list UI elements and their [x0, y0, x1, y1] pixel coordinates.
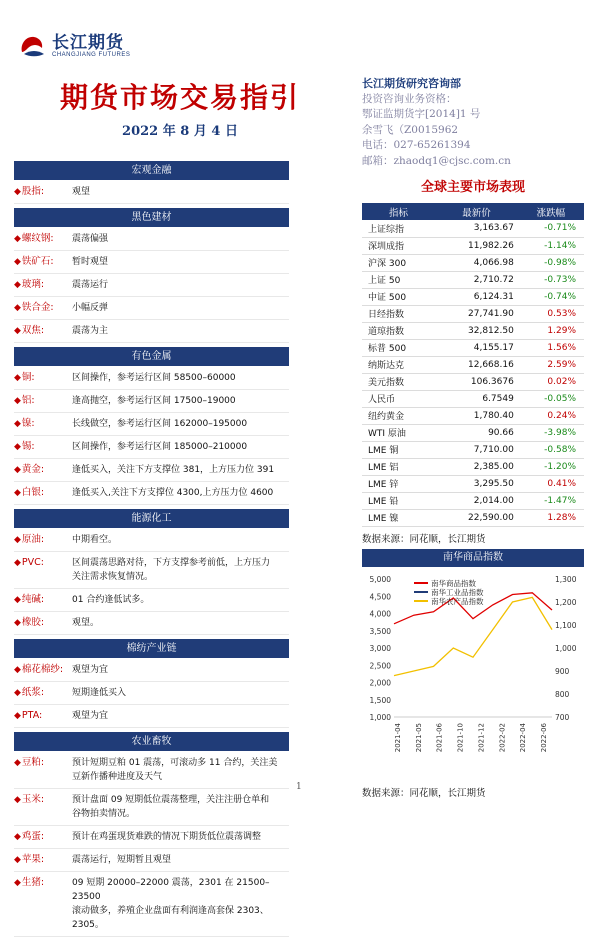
guidance-row	[14, 826, 289, 849]
y-right-tick-label: 900	[555, 666, 570, 676]
company-logo	[16, 30, 130, 62]
diamond-bullet-icon: ◆	[14, 878, 21, 888]
index-name: 上证综指	[362, 220, 435, 237]
guidance-row	[14, 320, 289, 343]
change-percent: 0.53%	[518, 305, 584, 322]
commodity-view: 逢低买入，关注下方支撑位 381，上方压力位 391	[72, 465, 275, 475]
guidance-row	[14, 459, 289, 482]
table-row	[362, 356, 584, 373]
contact-org: 长江期货研究咨询部	[362, 77, 461, 90]
guidance-row	[14, 872, 289, 937]
guidance-row	[14, 659, 289, 682]
commodity-label	[14, 533, 72, 547]
commodity-name: 玻璃:	[21, 279, 45, 290]
latest-price: 32,812.50	[435, 322, 518, 339]
guidance-row	[14, 552, 289, 589]
diamond-bullet-icon: ◆	[14, 688, 21, 698]
commodity-name: 生猪:	[21, 877, 45, 888]
commodity-view: 预计盘面 09 短期低位震荡整理，关注注册仓单和 谷物拍卖情况。	[72, 795, 270, 819]
y-right-tick-label: 1,000	[555, 643, 577, 653]
diamond-bullet-icon: ◆	[14, 618, 21, 628]
diamond-bullet-icon: ◆	[14, 465, 21, 475]
change-percent: 2.59%	[518, 356, 584, 373]
index-name: LME 镍	[362, 509, 435, 526]
commodity-name: 纯碱:	[21, 594, 45, 605]
commodity-view: 区间震荡思路对待，下方支撑参考前低，上方压力 关注需求恢复情况。	[72, 558, 271, 582]
commodity-label	[14, 876, 72, 932]
commodity-name: 螺纹钢:	[21, 233, 54, 244]
y-right-tick-label: 1,300	[555, 574, 577, 584]
commodity-view: 震荡运行，短期暂且观望	[72, 855, 172, 865]
guidance-row	[14, 436, 289, 459]
table-row	[362, 322, 584, 339]
diamond-bullet-icon: ◆	[14, 442, 21, 452]
guidance-row	[14, 849, 289, 872]
guidance-row	[14, 612, 289, 635]
y-left-tick-label: 4,500	[369, 591, 391, 601]
diamond-bullet-icon: ◆	[14, 234, 21, 244]
commodity-view: 区间操作，参考运行区间 185000–210000	[72, 442, 248, 452]
y-left-tick-label: 2,500	[369, 660, 391, 670]
latest-price: 1,780.40	[435, 407, 518, 424]
diamond-bullet-icon: ◆	[14, 488, 21, 498]
commodity-view: 中期看空。	[72, 535, 118, 545]
diamond-bullet-icon: ◆	[14, 280, 21, 290]
commodity-name: 原油:	[21, 534, 45, 545]
commodity-name: 股指:	[21, 186, 45, 197]
commodity-label	[14, 278, 72, 292]
y-left-tick-label: 1,000	[369, 712, 391, 722]
commodity-label	[14, 686, 72, 700]
change-percent: 1.29%	[518, 322, 584, 339]
market-table	[362, 203, 584, 527]
guidance-row	[14, 228, 289, 251]
contact-line: 余雪飞（Z0015962	[362, 123, 459, 136]
change-percent: 0.02%	[518, 373, 584, 390]
commodity-name: 锡:	[21, 441, 35, 452]
commodity-name: PVC:	[21, 557, 44, 568]
commodity-label	[14, 830, 72, 844]
commodity-view: 区间操作，参考运行区间 58500–60000	[72, 373, 236, 383]
section-header: 能源化工	[14, 509, 289, 528]
commodity-name: 双焦:	[21, 325, 45, 336]
commodity-view: 01 合约逢低试多。	[72, 595, 150, 605]
diamond-bullet-icon: ◆	[14, 795, 21, 805]
guidance-row	[14, 752, 289, 789]
index-name: 上证 50	[362, 271, 435, 288]
x-tick-label: 2022-06	[540, 722, 548, 752]
contact-email[interactable]: 邮箱：zhaodq1@cjsc.com.cn	[362, 154, 511, 167]
commodity-view: 预计在鸡蛋现货难跌的情况下期货低位震荡调整	[72, 832, 262, 842]
y-right-tick-label: 1,200	[555, 597, 577, 607]
commodity-label	[14, 853, 72, 867]
section-header: 宏观金融	[14, 161, 289, 180]
y-left-tick-label: 2,000	[369, 678, 391, 687]
commodity-view: 小幅反弹	[72, 303, 109, 313]
commodity-view: 观望	[72, 187, 91, 197]
x-tick-label: 2021-12	[477, 722, 486, 752]
change-percent: -0.98%	[518, 254, 584, 271]
guidance-row	[14, 297, 289, 320]
commodity-name: 橡胶:	[21, 617, 45, 628]
commodity-name: 豆粕:	[21, 757, 45, 768]
chart-section-title: 南华商品指数	[362, 549, 584, 567]
x-tick-label: 2021-04	[394, 722, 402, 752]
table-row	[362, 271, 584, 288]
y-left-tick-label: 5,000	[369, 574, 391, 584]
commodity-view: 09 短期 20000–22000 震荡，2301 在 21500–23500 滚动做多，养殖企业盘面有利润逢高套保 2303、 2305。	[72, 878, 270, 930]
index-name: 美元指数	[362, 373, 435, 390]
section-header: 黑色建材	[14, 208, 289, 227]
table-row	[362, 492, 584, 509]
latest-price: 6.7549	[435, 390, 518, 407]
report-date: 2022 年 8 月 4 日	[122, 124, 238, 139]
column-header: 最新价	[435, 203, 518, 220]
table-source: 数据来源：同花顺，长江期货	[362, 533, 486, 545]
guidance-row	[14, 589, 289, 612]
diamond-bullet-icon: ◆	[14, 535, 21, 545]
guidance-row	[14, 367, 289, 390]
commodity-label	[14, 440, 72, 454]
index-name: 纳斯达克	[362, 356, 435, 373]
latest-price: 106.3676	[435, 373, 518, 390]
legend-label: 南华农产品指数	[431, 596, 484, 606]
y-left-tick-label: 1,500	[369, 695, 391, 705]
commodity-label	[14, 232, 72, 246]
commodity-label	[14, 255, 72, 269]
guidance-row	[14, 390, 289, 413]
x-tick-label: 2021-06	[435, 722, 444, 752]
commodity-label	[14, 394, 72, 408]
commodity-label	[14, 593, 72, 607]
page-number: 1	[296, 782, 302, 792]
dragon-logo-icon	[16, 30, 48, 62]
table-row	[362, 407, 584, 424]
index-name: 日经指数	[362, 305, 435, 322]
guidance-row	[14, 682, 289, 705]
nanhua-index-chart	[362, 567, 584, 777]
commodity-view: 震荡偏强	[72, 234, 109, 244]
diamond-bullet-icon: ◆	[14, 187, 21, 197]
latest-price: 90.66	[435, 424, 518, 441]
index-name: 道琼指数	[362, 322, 435, 339]
table-row	[362, 305, 584, 322]
change-percent: -1.20%	[518, 458, 584, 475]
guidance-row	[14, 181, 289, 204]
y-right-tick-label: 800	[555, 689, 570, 699]
latest-price: 2,014.00	[435, 492, 518, 509]
section-header: 棉纺产业链	[14, 639, 289, 658]
x-tick-label: 2022-02	[498, 722, 507, 752]
latest-price: 27,741.90	[435, 305, 518, 322]
index-name: LME 铝	[362, 458, 435, 475]
latest-price: 3,163.67	[435, 220, 518, 237]
commodity-label	[14, 556, 72, 584]
index-name: 深圳成指	[362, 237, 435, 254]
logo-text-en: CHANGJIANG FUTURES	[52, 52, 131, 58]
commodity-name: 棉花棉纱:	[21, 664, 64, 675]
index-name: 标普 500	[362, 339, 435, 356]
contact-line: 鄂证监期货字[2014]1 号	[362, 108, 481, 120]
index-name: 沪深 300	[362, 254, 435, 271]
chart-source: 数据来源：同花顺，长江期货	[362, 787, 486, 799]
diamond-bullet-icon: ◆	[14, 419, 21, 429]
commodity-label	[14, 756, 72, 784]
commodity-view: 预计短期豆粕 01 震荡，可滚动多 11 合约，关注美 豆新作播种进度及天气	[72, 758, 278, 782]
section-header: 农业畜牧	[14, 732, 289, 751]
commodity-label	[14, 616, 72, 630]
change-percent: 0.24%	[518, 407, 584, 424]
latest-price: 7,710.00	[435, 441, 518, 458]
diamond-bullet-icon: ◆	[14, 396, 21, 406]
change-percent: 1.28%	[518, 509, 584, 526]
diamond-bullet-icon: ◆	[14, 303, 21, 313]
table-row	[362, 237, 584, 254]
guidance-row	[14, 789, 289, 826]
commodity-label	[14, 663, 72, 677]
commodity-name: 白银:	[21, 487, 45, 498]
latest-price: 6,124.31	[435, 288, 518, 305]
commodity-label	[14, 463, 72, 477]
diamond-bullet-icon: ◆	[14, 558, 21, 568]
commodity-view: 逢低买入,关注下方支撑位 4300,上方压力位 4600	[72, 488, 274, 498]
commodity-label	[14, 371, 72, 385]
change-percent: -1.14%	[518, 237, 584, 254]
commodity-name: 玉米:	[21, 794, 45, 805]
commodity-name: 铝:	[21, 395, 35, 406]
commodity-view: 逢高抛空，参考运行区间 17500–19000	[72, 396, 236, 406]
diamond-bullet-icon: ◆	[14, 257, 21, 267]
commodity-name: 铁合金:	[21, 302, 54, 313]
table-row	[362, 475, 584, 492]
commodity-name: PTA:	[21, 710, 43, 721]
table-row	[362, 288, 584, 305]
commodity-view: 暂时观望	[72, 257, 109, 267]
change-percent: -0.74%	[518, 288, 584, 305]
legend-label: 南华工业品指数	[431, 587, 484, 597]
diamond-bullet-icon: ◆	[14, 711, 21, 721]
market-panel	[362, 176, 584, 799]
change-percent: 1.56%	[518, 339, 584, 356]
latest-price: 22,590.00	[435, 509, 518, 526]
diamond-bullet-icon: ◆	[14, 373, 21, 383]
diamond-bullet-icon: ◆	[14, 832, 21, 842]
table-row	[362, 458, 584, 475]
x-tick-label: 2021-10	[456, 722, 465, 752]
y-left-tick-label: 3,500	[369, 626, 391, 636]
page-title: 期货市场交易指引	[59, 81, 300, 114]
latest-price: 2,710.72	[435, 271, 518, 288]
logo-text-cn: 长江期货	[52, 33, 124, 53]
diamond-bullet-icon: ◆	[14, 855, 21, 865]
commodity-guidance	[14, 157, 289, 937]
commodity-label	[14, 709, 72, 723]
latest-price: 2,385.00	[435, 458, 518, 475]
contact-phone: 电话：027-65261394	[362, 139, 471, 151]
market-table-title: 全球主要市场表现	[420, 180, 525, 195]
commodity-label	[14, 185, 72, 199]
diamond-bullet-icon: ◆	[14, 758, 21, 768]
guidance-row	[14, 529, 289, 552]
latest-price: 4,066.98	[435, 254, 518, 271]
table-row	[362, 390, 584, 407]
index-name: LME 锌	[362, 475, 435, 492]
commodity-view: 观望为宜	[72, 665, 109, 675]
commodity-label	[14, 301, 72, 315]
commodity-view: 长线做空，参考运行区间 162000–195000	[72, 419, 248, 429]
guidance-row	[14, 274, 289, 297]
commodity-name: 黄金:	[21, 464, 45, 475]
x-tick-label: 2022-04	[519, 722, 528, 752]
y-right-tick-label: 1,100	[555, 620, 577, 630]
y-right-tick-label: 700	[555, 712, 570, 722]
latest-price: 12,668.16	[435, 356, 518, 373]
index-name: LME 铅	[362, 492, 435, 509]
contact-block	[362, 76, 511, 169]
latest-price: 4,155.17	[435, 339, 518, 356]
change-percent: -3.98%	[518, 424, 584, 441]
latest-price: 11,982.26	[435, 237, 518, 254]
section-header: 有色金属	[14, 347, 289, 366]
series-line	[394, 597, 552, 675]
table-row	[362, 373, 584, 390]
column-header: 涨跌幅	[518, 203, 584, 220]
table-row	[362, 220, 584, 237]
index-name: 人民币	[362, 390, 435, 407]
x-tick-label: 2021-05	[414, 722, 423, 752]
change-percent: -0.71%	[518, 220, 584, 237]
diamond-bullet-icon: ◆	[14, 595, 21, 605]
column-header: 指标	[362, 203, 435, 220]
commodity-view: 观望。	[72, 618, 100, 628]
legend-label: 南华商品指数	[431, 578, 476, 588]
commodity-label	[14, 417, 72, 431]
commodity-label	[14, 793, 72, 821]
table-row	[362, 441, 584, 458]
commodity-name: 苹果:	[21, 854, 45, 865]
commodity-view: 短期逢低买入	[72, 688, 127, 698]
guidance-row	[14, 705, 289, 728]
guidance-row	[14, 251, 289, 274]
diamond-bullet-icon: ◆	[14, 326, 21, 336]
commodity-name: 铁矿石:	[21, 256, 54, 267]
table-row	[362, 509, 584, 526]
index-name: 中证 500	[362, 288, 435, 305]
latest-price: 3,295.50	[435, 475, 518, 492]
commodity-name: 纸浆:	[21, 687, 45, 698]
commodity-view: 震荡运行	[72, 280, 109, 290]
commodity-view: 观望为宜	[72, 711, 109, 721]
commodity-view: 震荡为主	[72, 326, 109, 336]
table-row	[362, 424, 584, 441]
change-percent: -0.73%	[518, 271, 584, 288]
change-percent: -1.47%	[518, 492, 584, 509]
commodity-name: 镍:	[21, 418, 35, 429]
commodity-name: 鸡蛋:	[21, 831, 45, 842]
index-name: 纽约黄金	[362, 407, 435, 424]
change-percent: -0.05%	[518, 390, 584, 407]
commodity-label	[14, 486, 72, 500]
change-percent: 0.41%	[518, 475, 584, 492]
index-name: LME 铜	[362, 441, 435, 458]
y-left-tick-label: 4,000	[369, 609, 391, 618]
contact-line: 投资咨询业务资格：	[362, 92, 457, 105]
guidance-row	[14, 413, 289, 436]
change-percent: -0.58%	[518, 441, 584, 458]
commodity-name: 铜:	[21, 372, 35, 383]
diamond-bullet-icon: ◆	[14, 665, 21, 675]
commodity-label	[14, 324, 72, 338]
y-left-tick-label: 3,000	[369, 643, 391, 653]
table-row	[362, 254, 584, 271]
guidance-row	[14, 482, 289, 505]
table-row	[362, 339, 584, 356]
index-name: WTI 原油	[362, 424, 435, 441]
